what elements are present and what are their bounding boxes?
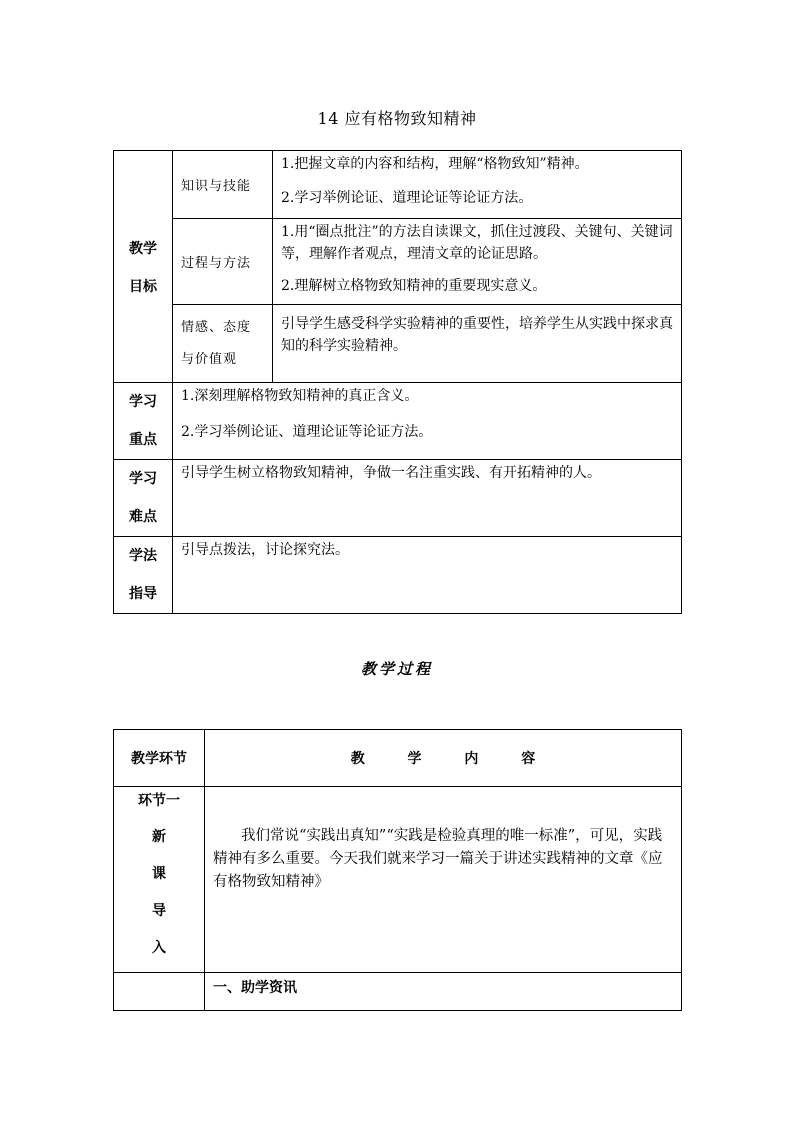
knowledge-label: 知识与技能 [173, 151, 273, 219]
stage2-content: 一、助学资讯 [205, 973, 682, 1011]
header-stage: 教学环节 [114, 730, 205, 787]
process-item-1: 1.用“圈点批注”的方法自读课文，抓住过渡段、关键句、关键词等，理解作者观点，理清文章的论证思路。 [281, 224, 673, 262]
process-label: 过程与方法 [173, 219, 273, 305]
emotion-label-line1: 情感、态度 [181, 319, 252, 335]
goals-label-line1: 教学 [129, 240, 157, 257]
process-content [273, 219, 682, 305]
key-points-content [173, 383, 682, 460]
key-points-label-line2: 重点 [129, 432, 157, 448]
stage1-text: 我们常说“实践出真知”“实践是检验真理的唯一标准”，可见，实践精神有多么重要。今天我们就来学习一篇关于讲述实践精神的文章《应有格物致知精神》 [213, 828, 663, 890]
process-item-2: 2.理解树立格物致知精神的重要现实意义。 [281, 278, 547, 294]
goals-row-label [114, 151, 173, 383]
section-title: 教学过程 [360, 660, 433, 678]
key-point-2: 2.学习举例论证、道理论证等论证方法。 [181, 424, 433, 440]
teaching-goals-table [113, 150, 682, 614]
knowledge-item-2: 2.学习举例论证、道理论证等论证方法。 [281, 190, 533, 206]
methods-content: 引导点拨法，讨论探究法。 [173, 537, 682, 614]
difficulties-label-line1: 学习 [129, 471, 157, 487]
lesson-title: 14 应有格物致知精神 [317, 109, 477, 128]
difficulties-content: 引导学生树立格物致知精神，争做一名注重实践、有开拓精神的人。 [173, 460, 682, 537]
difficulties-label [114, 460, 173, 537]
teaching-process-table [113, 729, 682, 1011]
stage1-line1: 环节一 [138, 793, 180, 809]
methods-label-line1: 学法 [129, 548, 157, 564]
knowledge-content [273, 151, 682, 219]
goals-label-line2: 目标 [129, 278, 157, 295]
stage1-line3: 课 [152, 866, 166, 882]
key-points-label [114, 383, 173, 460]
difficulties-label-line2: 难点 [129, 509, 157, 525]
methods-label [114, 537, 173, 614]
emotion-content: 引导学生感受科学实验精神的重要性，培养学生从实践中探求真知的科学实验精神。 [273, 305, 682, 383]
stage1-line2: 新 [152, 829, 166, 845]
header-content: 教 学 内 容 [205, 730, 682, 787]
emotion-label [173, 305, 273, 383]
emotion-label-line2: 与价值观 [181, 351, 238, 367]
stage2-label [114, 973, 205, 1011]
key-points-label-line1: 学习 [129, 394, 157, 410]
stage1-line5: 入 [152, 940, 166, 956]
methods-label-line2: 指导 [129, 586, 157, 602]
stage1-label [114, 787, 205, 973]
stage1-content [205, 787, 682, 973]
key-point-1: 1.深刻理解格物致知精神的真正含义。 [181, 388, 419, 404]
knowledge-item-1: 1.把握文章的内容和结构，理解“格物致知”精神。 [281, 156, 589, 172]
stage1-line4: 导 [152, 903, 166, 919]
